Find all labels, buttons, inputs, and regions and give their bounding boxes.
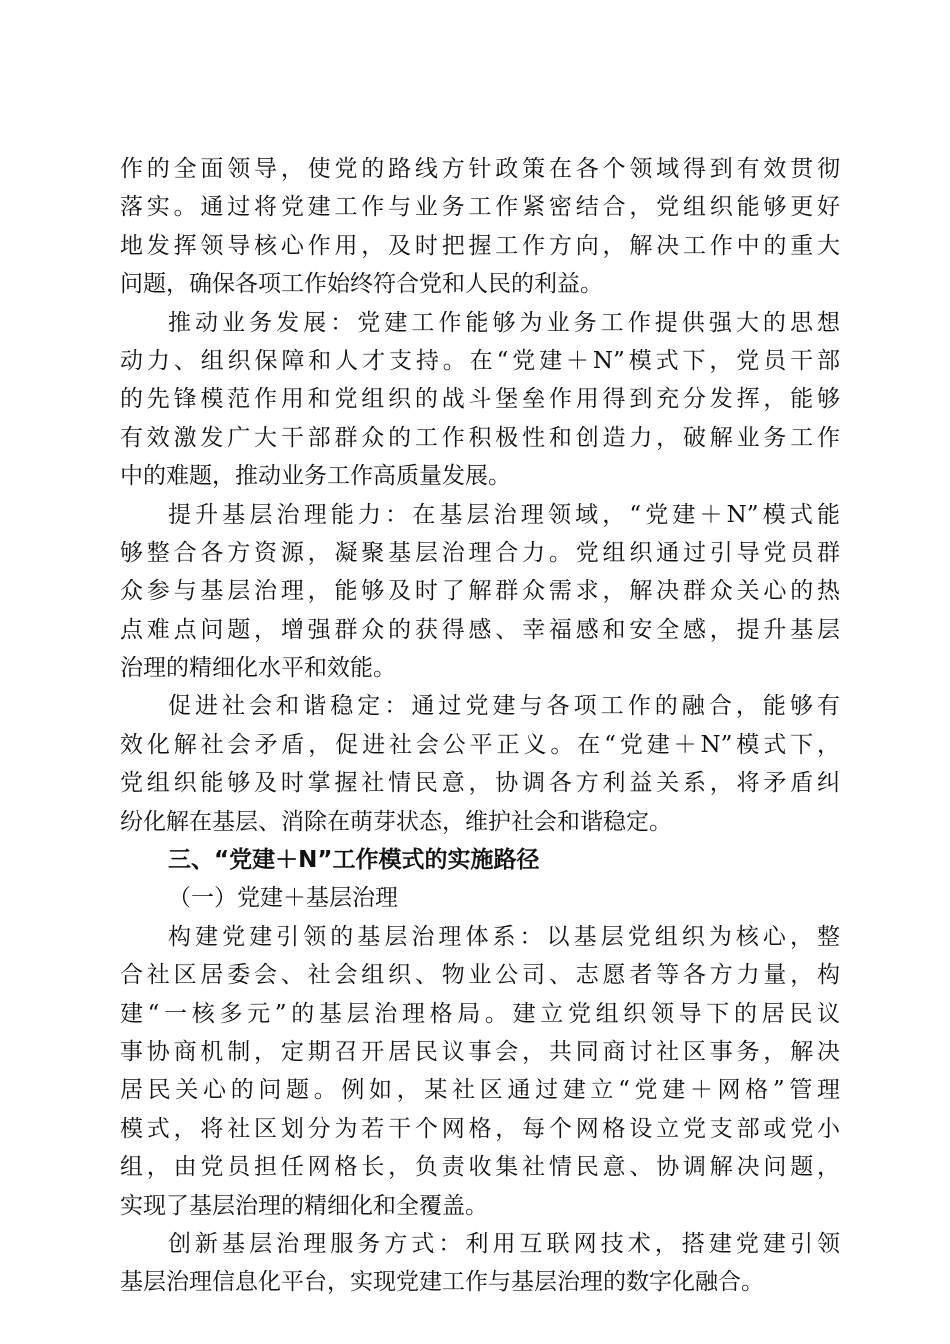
paragraph-line: 模式，将社区划分为若干个网格，每个网格设立党支部或党小 <box>120 1115 840 1142</box>
paragraph-line: 居民关心的问题。例如，某社区通过建立“党建＋网格”管理 <box>120 1077 840 1104</box>
section-heading: 三、“党建＋N”工作模式的实施路径 <box>168 847 540 874</box>
document-body <box>120 150 840 1302</box>
paragraph-line: 建“一核多元”的基层治理格局。建立党组织领导下的居民议 <box>120 1000 840 1027</box>
subsection-heading: （一）党建＋基层治理 <box>168 885 398 912</box>
paragraph <box>120 687 840 841</box>
paragraph-line: 作的全面领导，使党的路线方针政策在各个领域得到有效贯彻 <box>120 156 840 182</box>
paragraph-line: 组，由党员担任网格长，负责收集社情民意、协调解决问题， <box>120 1154 840 1181</box>
paragraph-line: 问题，确保各项工作始终符合党和人民的利益。 <box>120 271 603 298</box>
paragraph-line: 构建党建引领的基层治理体系：以基层党组织为核心，整 <box>168 923 840 950</box>
paragraph-line: 实现了基层治理的精细化和全覆盖。 <box>120 1192 488 1219</box>
paragraph <box>120 150 840 304</box>
paragraph-line: 效化解社会矛盾，促进社会公平正义。在“党建＋N”模式下， <box>120 731 840 758</box>
paragraph-line: 点难点问题，增强群众的获得感、幸福感和安全感，提升基层 <box>120 616 840 643</box>
paragraph-line: 中的难题，推动业务工作高质量发展。 <box>120 463 511 490</box>
paragraph-line: 事协商机制，定期召开居民议事会，共同商讨社区事务，解决 <box>120 1038 840 1065</box>
paragraph-line: 提升基层治理能力：在基层治理领域，“党建＋N”模式能 <box>168 501 840 528</box>
paragraph-line: 基层治理信息化平台，实现党建工作与基层治理的数字化融合。 <box>120 1269 764 1296</box>
paragraph-line: 落实。通过将党建工作与业务工作紧密结合，党组织能够更好 <box>120 194 840 221</box>
paragraph-line: 众参与基层治理，能够及时了解群众需求，解决群众关心的热 <box>120 578 840 605</box>
paragraph-line: 治理的精细化水平和效能。 <box>120 655 396 682</box>
paragraph-line: 促进社会和谐稳定：通过党建与各项工作的融合，能够有 <box>168 693 840 720</box>
paragraph-line: 推动业务发展：党建工作能够为业务工作提供强大的思想 <box>168 309 840 336</box>
paragraph-line: 合社区居委会、社会组织、物业公司、志愿者等各方力量，构 <box>120 962 840 989</box>
paragraph-line: 动力、组织保障和人才支持。在“党建＋N”模式下，党员干部 <box>120 347 840 374</box>
paragraph-line: 地发挥领导核心作用，及时把握工作方向，解决工作中的重大 <box>120 232 840 259</box>
paragraph-line: 有效激发广大干部群众的工作积极性和创造力，破解业务工作 <box>120 424 840 451</box>
paragraph-line: 够整合各方资源，凝聚基层治理合力。党组织通过引导党员群 <box>120 539 840 566</box>
paragraph-line: 创新基层治理服务方式：利用互联网技术，搭建党建引领 <box>168 1230 840 1257</box>
paragraph <box>120 918 840 1225</box>
paragraph-line: 纷化解在基层、消除在萌芽状态，维护社会和谐稳定。 <box>120 808 672 835</box>
paragraph <box>120 1225 840 1302</box>
paragraph-line: 的先锋模范作用和党组织的战斗堡垒作用得到充分发挥，能够 <box>120 386 840 413</box>
paragraph <box>120 496 840 688</box>
paragraph-line: 党组织能够及时掌握社情民意，协调各方利益关系，将矛盾纠 <box>120 770 840 797</box>
paragraph <box>120 304 840 496</box>
